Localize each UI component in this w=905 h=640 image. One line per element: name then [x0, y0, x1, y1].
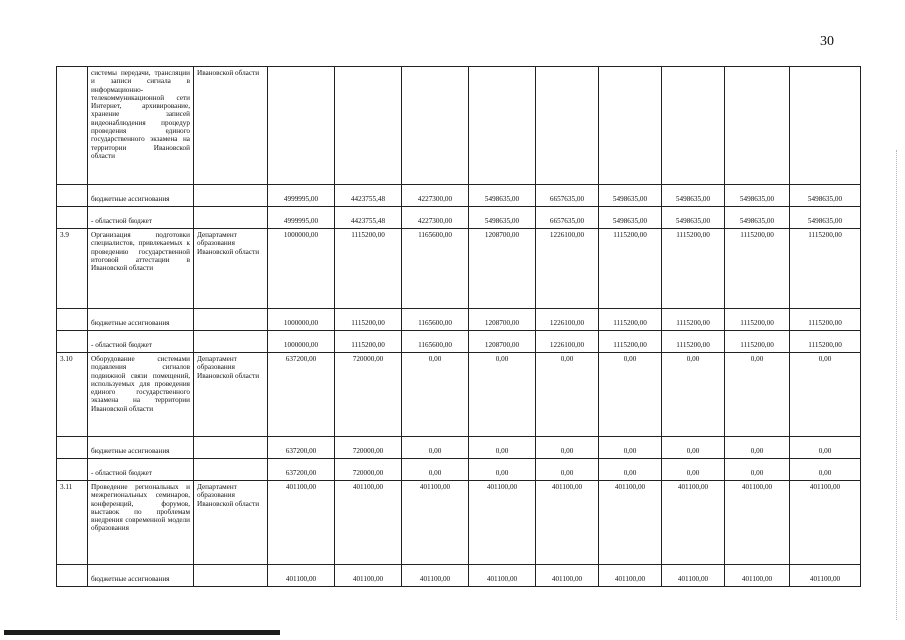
- amount-cell: 5498635,00: [662, 185, 725, 207]
- amount-cell: 0,00: [662, 459, 725, 481]
- amount-cell: 1115200,00: [335, 229, 402, 309]
- amount-cell: 5498635,00: [469, 185, 536, 207]
- executor-cell: [194, 309, 268, 331]
- executor-cell: [194, 459, 268, 481]
- amount-cell: 401100,00: [335, 565, 402, 587]
- program-row: [57, 481, 861, 565]
- amount-cell: 0,00: [725, 459, 790, 481]
- amount-cell: 0,00: [402, 353, 469, 437]
- budget-table: [56, 66, 861, 587]
- amount-cell: 0,00: [536, 437, 599, 459]
- executor-cell: Департамент образования Ивановской области: [194, 353, 268, 437]
- amount-cell: [536, 67, 599, 185]
- amount-cell: 4423755,48: [335, 207, 402, 229]
- amount-cell: 0,00: [725, 437, 790, 459]
- program-row: [57, 353, 861, 437]
- amount-cell: 4423755,48: [335, 185, 402, 207]
- amount-cell: 0,00: [790, 353, 861, 437]
- amount-cell: 1115200,00: [599, 331, 662, 353]
- amount-cell: 1226100,00: [536, 331, 599, 353]
- amount-cell: 1165600,00: [402, 309, 469, 331]
- amount-cell: 401100,00: [536, 565, 599, 587]
- executor-cell: [194, 437, 268, 459]
- amount-cell: 401100,00: [790, 565, 861, 587]
- amount-cell: 1115200,00: [725, 331, 790, 353]
- subtotal-row: [57, 207, 861, 229]
- amount-cell: 401100,00: [268, 565, 335, 587]
- amount-cell: 0,00: [599, 353, 662, 437]
- item-name-cell: Оборудование системами подавления сигналов подвижной связи помещений, используемых для проведения единого государственного экзамена на территории Ивановской области: [88, 353, 194, 437]
- amount-cell: 0,00: [469, 353, 536, 437]
- amount-cell: 1115200,00: [662, 309, 725, 331]
- amount-cell: 1115200,00: [790, 229, 861, 309]
- item-name-cell: Организация подготовки специалистов, привлекаемых к проведению государственной итоговой аттестации в Ивановской области: [88, 229, 194, 309]
- amount-cell: 5498635,00: [725, 185, 790, 207]
- amount-cell: [268, 67, 335, 185]
- item-name-cell: бюджетные ассигнования: [88, 185, 194, 207]
- item-name-cell: бюджетные ассигнования: [88, 309, 194, 331]
- amount-cell: 401100,00: [790, 481, 861, 565]
- amount-cell: 401100,00: [335, 481, 402, 565]
- amount-cell: [469, 67, 536, 185]
- item-number-cell: 3.9: [57, 229, 88, 309]
- amount-cell: 4999995,00: [268, 185, 335, 207]
- subtotal-row: [57, 437, 861, 459]
- amount-cell: 5498635,00: [662, 207, 725, 229]
- amount-cell: 1000000,00: [268, 309, 335, 331]
- amount-cell: 0,00: [469, 437, 536, 459]
- amount-cell: 4999995,00: [268, 207, 335, 229]
- subtotal-row: [57, 565, 861, 587]
- item-number-cell: [57, 565, 88, 587]
- amount-cell: 1208700,00: [469, 331, 536, 353]
- executor-cell: Департамент образования Ивановской области: [194, 481, 268, 565]
- amount-cell: 401100,00: [599, 565, 662, 587]
- subtotal-row: [57, 331, 861, 353]
- amount-cell: 0,00: [469, 459, 536, 481]
- amount-cell: 1226100,00: [536, 229, 599, 309]
- amount-cell: 0,00: [790, 437, 861, 459]
- amount-cell: 401100,00: [402, 481, 469, 565]
- item-number-cell: [57, 331, 88, 353]
- amount-cell: 401100,00: [268, 481, 335, 565]
- amount-cell: 1115200,00: [335, 331, 402, 353]
- item-name-cell: - областной бюджет: [88, 207, 194, 229]
- amount-cell: 401100,00: [725, 565, 790, 587]
- executor-cell: [194, 331, 268, 353]
- amount-cell: [599, 67, 662, 185]
- amount-cell: [790, 67, 861, 185]
- amount-cell: 0,00: [599, 459, 662, 481]
- item-name-cell: системы передачи, трансляции и записи сигнала в информационно-телекоммуникационной сети Интернет, архивирование, хранение записей видеонаблюдения процедур проведения единого государственного экзамена на территории Ивановской области: [88, 67, 194, 185]
- amount-cell: 1115200,00: [790, 331, 861, 353]
- amount-cell: 401100,00: [725, 481, 790, 565]
- amount-cell: 1226100,00: [536, 309, 599, 331]
- item-name-cell: бюджетные ассигнования: [88, 437, 194, 459]
- amount-cell: 0,00: [402, 437, 469, 459]
- scan-edge-marks: [896, 150, 898, 620]
- amount-cell: 401100,00: [662, 565, 725, 587]
- amount-cell: 401100,00: [536, 481, 599, 565]
- amount-cell: 0,00: [662, 353, 725, 437]
- item-number-cell: 3.11: [57, 481, 88, 565]
- amount-cell: 0,00: [790, 459, 861, 481]
- item-name-cell: бюджетные ассигнования: [88, 565, 194, 587]
- amount-cell: 4227300,00: [402, 185, 469, 207]
- amount-cell: 5498635,00: [725, 207, 790, 229]
- amount-cell: 1115200,00: [335, 309, 402, 331]
- item-number-cell: 3.10: [57, 353, 88, 437]
- executor-cell: Ивановской области: [194, 67, 268, 185]
- amount-cell: 1000000,00: [268, 229, 335, 309]
- scan-edge-bar: [4, 630, 280, 635]
- amount-cell: 0,00: [725, 353, 790, 437]
- amount-cell: 1115200,00: [599, 309, 662, 331]
- amount-cell: 5498635,00: [599, 185, 662, 207]
- amount-cell: 6657635,00: [536, 207, 599, 229]
- amount-cell: 720000,00: [335, 459, 402, 481]
- amount-cell: 4227300,00: [402, 207, 469, 229]
- amount-cell: 1165600,00: [402, 229, 469, 309]
- amount-cell: 637200,00: [268, 437, 335, 459]
- item-number-cell: [57, 67, 88, 185]
- amount-cell: [725, 67, 790, 185]
- amount-cell: 720000,00: [335, 437, 402, 459]
- subtotal-row: [57, 185, 861, 207]
- page-number: 30: [820, 34, 834, 49]
- amount-cell: 401100,00: [469, 481, 536, 565]
- executor-cell: [194, 207, 268, 229]
- subtotal-row: [57, 309, 861, 331]
- item-number-cell: [57, 185, 88, 207]
- amount-cell: 1115200,00: [662, 331, 725, 353]
- amount-cell: 0,00: [599, 437, 662, 459]
- item-number-cell: [57, 309, 88, 331]
- amount-cell: [662, 67, 725, 185]
- amount-cell: 0,00: [662, 437, 725, 459]
- amount-cell: 1115200,00: [725, 309, 790, 331]
- amount-cell: 1165600,00: [402, 331, 469, 353]
- amount-cell: 1115200,00: [599, 229, 662, 309]
- amount-cell: 637200,00: [268, 459, 335, 481]
- amount-cell: 401100,00: [662, 481, 725, 565]
- amount-cell: 1115200,00: [662, 229, 725, 309]
- executor-cell: [194, 185, 268, 207]
- program-row: [57, 67, 861, 185]
- item-name-cell: Проведение региональных и межрегиональных семинаров, конференций, форумов, выставок по проблемам внедрения современной модели образования: [88, 481, 194, 565]
- amount-cell: 5498635,00: [790, 207, 861, 229]
- amount-cell: 637200,00: [268, 353, 335, 437]
- item-number-cell: [57, 207, 88, 229]
- program-row: [57, 229, 861, 309]
- amount-cell: 0,00: [402, 459, 469, 481]
- amount-cell: 401100,00: [599, 481, 662, 565]
- amount-cell: 5498635,00: [790, 185, 861, 207]
- amount-cell: 1115200,00: [725, 229, 790, 309]
- amount-cell: 401100,00: [469, 565, 536, 587]
- executor-cell: Департамент образования Ивановской области: [194, 229, 268, 309]
- item-number-cell: [57, 437, 88, 459]
- amount-cell: 0,00: [536, 353, 599, 437]
- amount-cell: 5498635,00: [599, 207, 662, 229]
- item-name-cell: - областной бюджет: [88, 331, 194, 353]
- subtotal-row: [57, 459, 861, 481]
- amount-cell: 1208700,00: [469, 309, 536, 331]
- amount-cell: 5498635,00: [469, 207, 536, 229]
- amount-cell: 1000000,00: [268, 331, 335, 353]
- amount-cell: [402, 67, 469, 185]
- amount-cell: 1115200,00: [790, 309, 861, 331]
- amount-cell: 0,00: [536, 459, 599, 481]
- amount-cell: 720000,00: [335, 353, 402, 437]
- item-number-cell: [57, 459, 88, 481]
- executor-cell: [194, 565, 268, 587]
- amount-cell: 401100,00: [402, 565, 469, 587]
- item-name-cell: - областной бюджет: [88, 459, 194, 481]
- amount-cell: 1208700,00: [469, 229, 536, 309]
- amount-cell: [335, 67, 402, 185]
- amount-cell: 6657635,00: [536, 185, 599, 207]
